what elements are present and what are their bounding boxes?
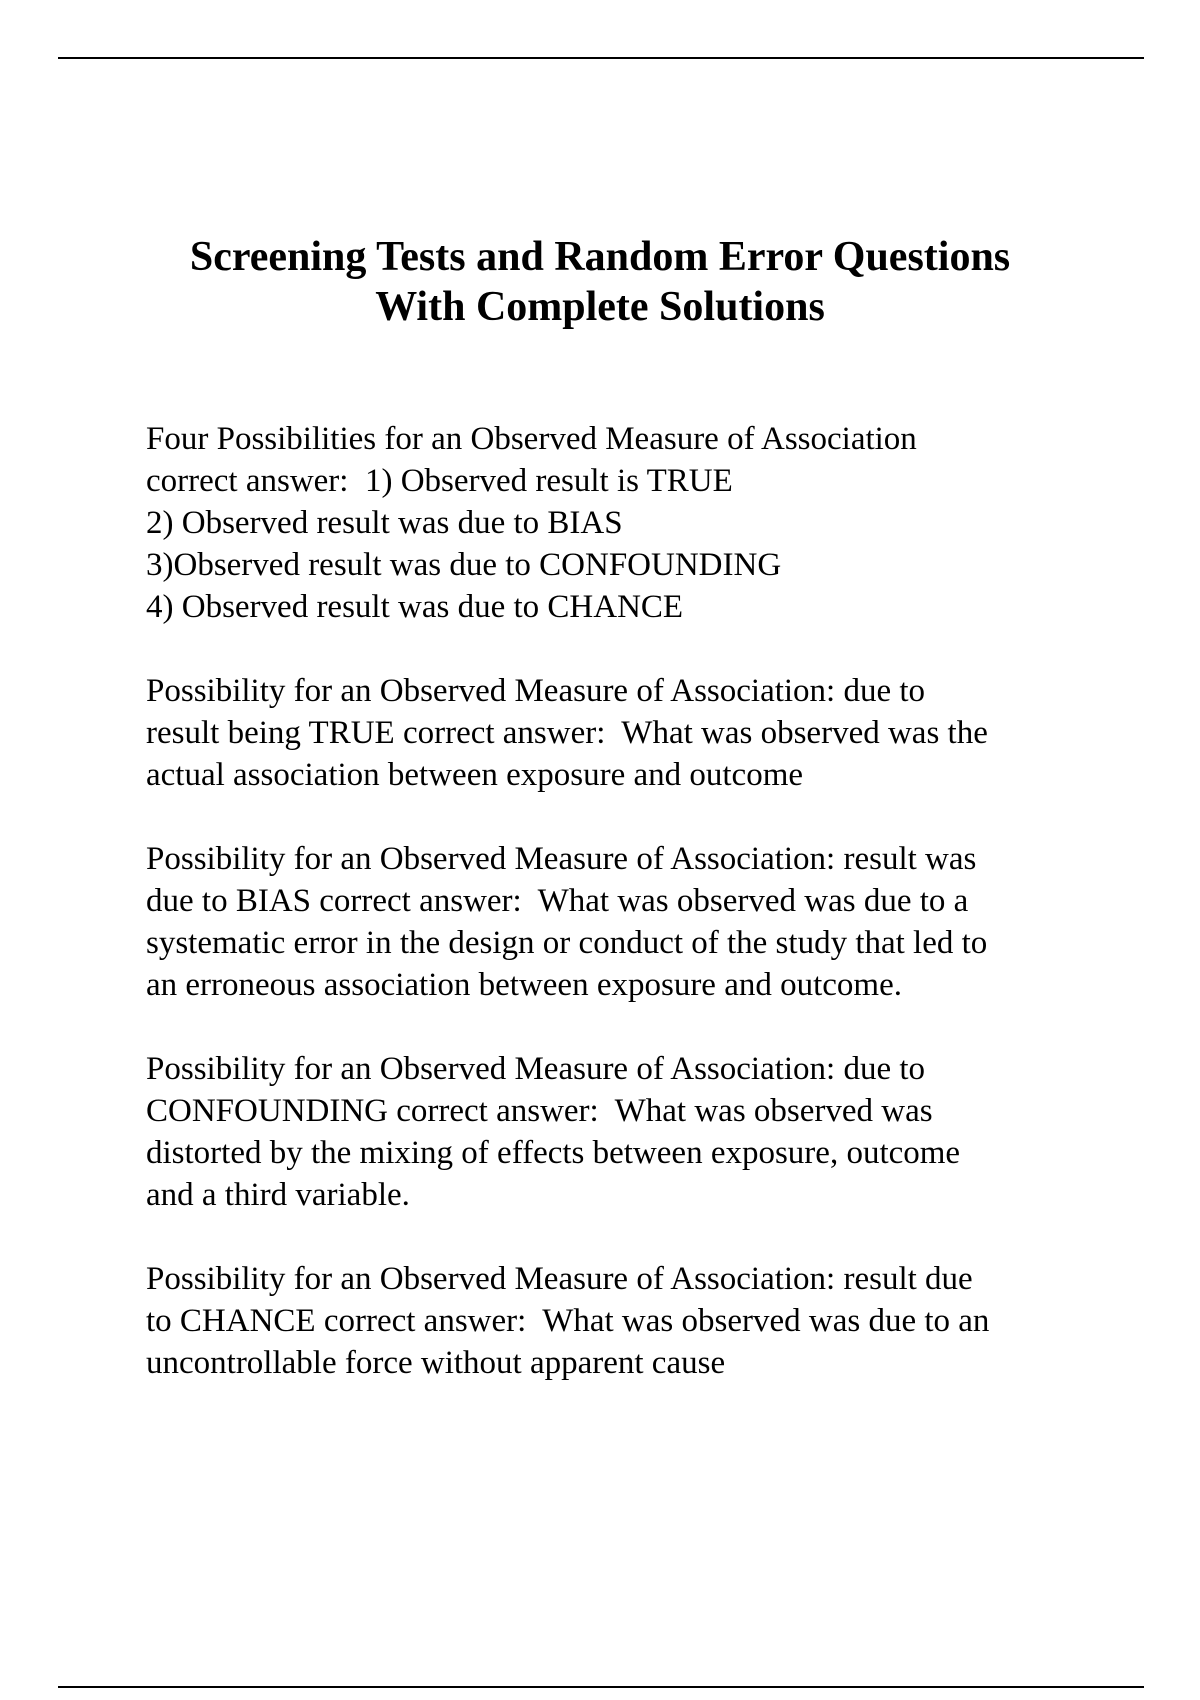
bottom-divider <box>58 1686 1144 1688</box>
title-line: Screening Tests and Random Error Questions <box>189 234 1011 280</box>
text-line: and a third variable. <box>146 1177 410 1213</box>
text-line: Possibility for an Observed Measure of Association: result was <box>146 841 977 877</box>
qa-entry-confounding <box>146 1048 1106 1216</box>
document-title <box>100 232 1100 332</box>
top-divider <box>58 57 1144 59</box>
qa-entry-true <box>146 670 1106 796</box>
text-line: correct answer: 1) Observed result is TRUE <box>146 463 733 499</box>
text-line: 3)Observed result was due to CONFOUNDING <box>146 547 782 583</box>
qa-entry-chance <box>146 1258 1106 1384</box>
text-line: systematic error in the design or conduct of the study that led to <box>146 925 988 961</box>
text-line: actual association between exposure and outcome <box>146 757 804 793</box>
text-line: distorted by the mixing of effects between exposure, outcome <box>146 1135 961 1171</box>
text-line: result being TRUE correct answer: What was observed was the <box>146 715 988 751</box>
text-line: Possibility for an Observed Measure of Association: due to <box>146 1051 926 1087</box>
text-line: Four Possibilities for an Observed Measure of Association <box>146 421 917 457</box>
text-line: Possibility for an Observed Measure of Association: result due <box>146 1261 973 1297</box>
qa-entry-four-possibilities <box>146 418 1106 628</box>
title-line: With Complete Solutions <box>375 284 825 330</box>
text-line: to CHANCE correct answer: What was observed was due to an <box>146 1303 990 1339</box>
text-line: due to BIAS correct answer: What was observed was due to a <box>146 883 969 919</box>
text-line: an erroneous association between exposure and outcome. <box>146 967 902 1003</box>
text-line: Possibility for an Observed Measure of Association: due to <box>146 673 926 709</box>
text-line: uncontrollable force without apparent cause <box>146 1345 726 1381</box>
text-line: 4) Observed result was due to CHANCE <box>146 589 684 625</box>
document-body <box>146 418 1106 1426</box>
qa-entry-bias <box>146 838 1106 1006</box>
text-line: CONFOUNDING correct answer: What was observed was <box>146 1093 933 1129</box>
text-line: 2) Observed result was due to BIAS <box>146 505 623 541</box>
